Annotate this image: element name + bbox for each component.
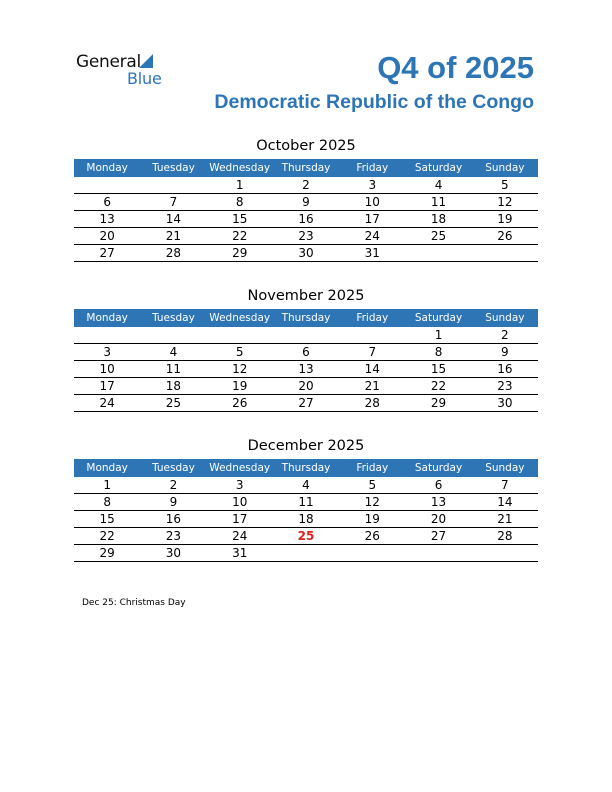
week-row (74, 245, 538, 262)
day-cell: 31 (207, 545, 273, 562)
week-row (74, 494, 538, 511)
day-cell: 19 (339, 511, 405, 528)
day-cell: 17 (74, 378, 140, 395)
day-cell: 4 (405, 177, 471, 194)
day-cell: 1 (74, 477, 140, 494)
day-cell: 30 (472, 395, 538, 412)
weekday-header: Saturday (405, 159, 471, 177)
day-cell: 21 (472, 511, 538, 528)
day-cell: 18 (273, 511, 339, 528)
day-cell: 6 (405, 477, 471, 494)
weekday-header: Sunday (472, 459, 538, 477)
day-cell: 30 (273, 245, 339, 262)
day-cell (339, 545, 405, 562)
day-cell: 29 (207, 245, 273, 262)
day-cell: 15 (74, 511, 140, 528)
day-cell: 15 (207, 211, 273, 228)
day-cell: 5 (339, 477, 405, 494)
day-cell: 2 (472, 327, 538, 344)
day-cell: 24 (339, 228, 405, 245)
logo-blue-text: Blue (127, 69, 162, 88)
calendar-table (74, 159, 538, 262)
day-cell: 5 (207, 344, 273, 361)
day-cell: 9 (472, 344, 538, 361)
weekday-header: Monday (74, 459, 140, 477)
day-cell: 5 (472, 177, 538, 194)
day-cell: 23 (472, 378, 538, 395)
week-row (74, 211, 538, 228)
day-cell: 8 (405, 344, 471, 361)
logo-triangle-icon (139, 54, 153, 68)
day-cell: 22 (207, 228, 273, 245)
day-cell: 7 (339, 344, 405, 361)
generalblue-logo (76, 52, 176, 88)
day-cell: 14 (140, 211, 206, 228)
day-cell: 3 (74, 344, 140, 361)
day-cell: 3 (207, 477, 273, 494)
day-cell: 9 (140, 494, 206, 511)
day-cell: 22 (74, 528, 140, 545)
day-cell: 7 (140, 194, 206, 211)
weekday-header: Monday (74, 159, 140, 177)
day-cell: 25 (405, 228, 471, 245)
day-cell (207, 327, 273, 344)
day-cell: 14 (339, 361, 405, 378)
day-cell (273, 327, 339, 344)
day-cell: 27 (74, 245, 140, 262)
logo-general-text: General (76, 52, 141, 72)
day-cell: 13 (74, 211, 140, 228)
day-cell: 16 (140, 511, 206, 528)
week-row (74, 477, 538, 494)
day-cell: 11 (405, 194, 471, 211)
day-cell (74, 327, 140, 344)
day-cell: 14 (472, 494, 538, 511)
day-cell: 25 (140, 395, 206, 412)
day-cell: 26 (207, 395, 273, 412)
day-cell (405, 245, 471, 262)
day-cell: 7 (472, 477, 538, 494)
day-cell: 15 (405, 361, 471, 378)
day-cell: 10 (207, 494, 273, 511)
week-row (74, 361, 538, 378)
weekday-header: Monday (74, 309, 140, 327)
month-title: December 2025 (247, 438, 365, 454)
weekday-header: Friday (339, 309, 405, 327)
weekday-header: Friday (339, 159, 405, 177)
weekday-header: Thursday (273, 459, 339, 477)
day-cell: 2 (140, 477, 206, 494)
day-cell: 26 (472, 228, 538, 245)
day-cell: 17 (207, 511, 273, 528)
page-title: Q4 of 2025 (377, 50, 534, 85)
day-cell: 19 (472, 211, 538, 228)
day-cell: 29 (405, 395, 471, 412)
day-cell: 3 (339, 177, 405, 194)
month-title: October 2025 (256, 138, 356, 154)
day-cell: 23 (273, 228, 339, 245)
day-cell: 12 (339, 494, 405, 511)
week-row (74, 194, 538, 211)
day-cell (339, 327, 405, 344)
weekday-header: Wednesday (207, 159, 273, 177)
day-cell (273, 545, 339, 562)
day-cell (140, 177, 206, 194)
weekday-header: Saturday (405, 309, 471, 327)
weekday-header: Friday (339, 459, 405, 477)
day-cell: 30 (140, 545, 206, 562)
week-row (74, 395, 538, 412)
day-cell: 1 (405, 327, 471, 344)
day-cell (472, 545, 538, 562)
weekday-header: Thursday (273, 159, 339, 177)
weekday-header-row (74, 309, 538, 327)
day-cell: 31 (339, 245, 405, 262)
weekday-header: Sunday (472, 309, 538, 327)
page-subtitle: Democratic Republic of the Congo (214, 91, 534, 113)
day-cell (140, 327, 206, 344)
day-cell: 22 (405, 378, 471, 395)
day-cell (405, 545, 471, 562)
day-cell: 23 (140, 528, 206, 545)
day-cell: 17 (339, 211, 405, 228)
month-december (74, 437, 538, 562)
day-cell: 8 (74, 494, 140, 511)
holiday-note: Dec 25: Christmas Day (82, 598, 186, 608)
day-cell: 27 (405, 528, 471, 545)
day-cell: 19 (207, 378, 273, 395)
day-cell: 11 (273, 494, 339, 511)
month-october (74, 137, 538, 262)
day-cell: 26 (339, 528, 405, 545)
day-cell: 4 (273, 477, 339, 494)
day-cell: 29 (74, 545, 140, 562)
day-cell: 18 (405, 211, 471, 228)
week-row (74, 177, 538, 194)
week-row (74, 344, 538, 361)
week-row (74, 545, 538, 562)
week-row (74, 228, 538, 245)
day-cell: 9 (273, 194, 339, 211)
weekday-header: Sunday (472, 159, 538, 177)
month-title: November 2025 (247, 288, 365, 304)
weekday-header: Tuesday (140, 159, 206, 177)
day-cell (472, 245, 538, 262)
week-row (74, 378, 538, 395)
day-cell: 10 (74, 361, 140, 378)
holiday-day-cell: 25 (273, 528, 339, 545)
calendar-table (74, 459, 538, 562)
day-cell: 28 (339, 395, 405, 412)
day-cell: 28 (140, 245, 206, 262)
day-cell: 20 (405, 511, 471, 528)
day-cell: 4 (140, 344, 206, 361)
week-row (74, 327, 538, 344)
weekday-header-row (74, 459, 538, 477)
day-cell: 18 (140, 378, 206, 395)
day-cell: 28 (472, 528, 538, 545)
day-cell: 6 (273, 344, 339, 361)
weekday-header: Wednesday (207, 459, 273, 477)
day-cell: 12 (207, 361, 273, 378)
day-cell: 24 (74, 395, 140, 412)
day-cell: 6 (74, 194, 140, 211)
day-cell: 16 (472, 361, 538, 378)
day-cell: 21 (339, 378, 405, 395)
day-cell: 20 (74, 228, 140, 245)
day-cell: 8 (207, 194, 273, 211)
weekday-header: Tuesday (140, 309, 206, 327)
calendar-table (74, 309, 538, 412)
day-cell: 20 (273, 378, 339, 395)
day-cell: 21 (140, 228, 206, 245)
day-cell: 2 (273, 177, 339, 194)
month-november (74, 287, 538, 412)
day-cell: 16 (273, 211, 339, 228)
weekday-header: Thursday (273, 309, 339, 327)
week-row (74, 528, 538, 545)
week-row (74, 511, 538, 528)
day-cell (74, 177, 140, 194)
day-cell: 24 (207, 528, 273, 545)
day-cell: 1 (207, 177, 273, 194)
day-cell: 12 (472, 194, 538, 211)
weekday-header: Saturday (405, 459, 471, 477)
day-cell: 10 (339, 194, 405, 211)
day-cell: 13 (405, 494, 471, 511)
weekday-header-row (74, 159, 538, 177)
weekday-header: Wednesday (207, 309, 273, 327)
day-cell: 27 (273, 395, 339, 412)
weekday-header: Tuesday (140, 459, 206, 477)
day-cell: 13 (273, 361, 339, 378)
day-cell: 11 (140, 361, 206, 378)
